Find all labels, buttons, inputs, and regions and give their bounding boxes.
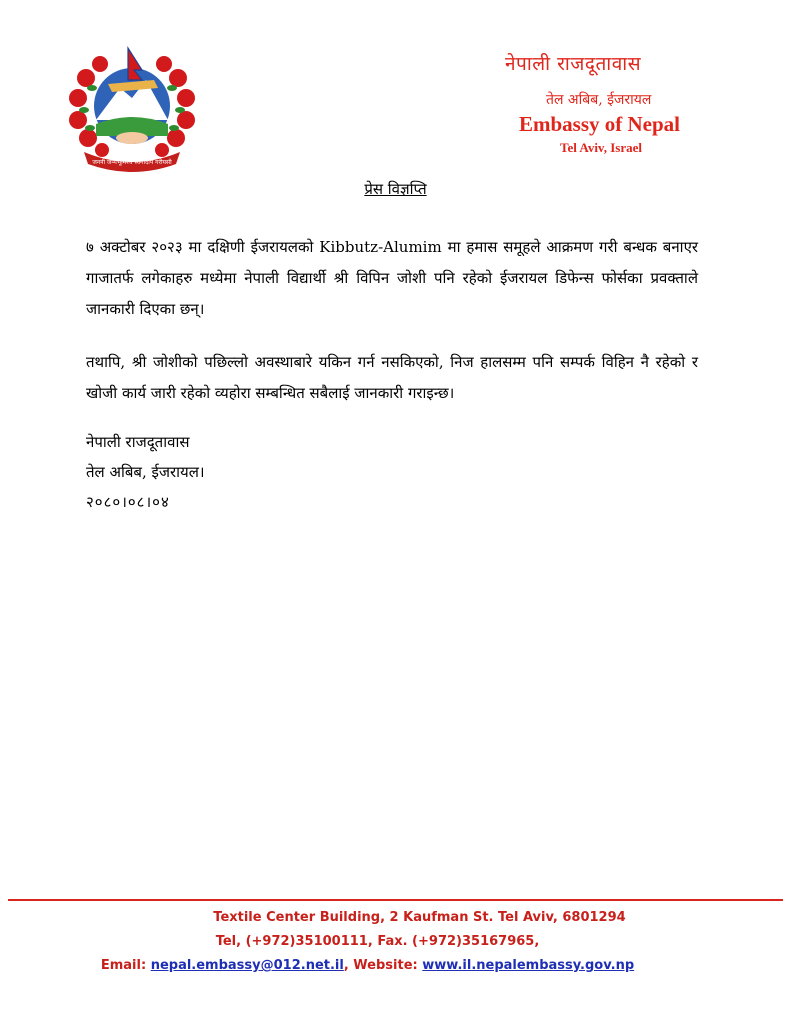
signature-location: तेल अबिब, ईजरायल। xyxy=(86,463,205,481)
footer-website-label: , Website: xyxy=(343,958,418,973)
footer-email-label: Email: xyxy=(100,958,147,973)
header-nepali-title: नेपाली राजदूतावास xyxy=(505,53,642,75)
footer-website-link[interactable]: www.il.nepalembassy.gov.np xyxy=(422,958,635,973)
footer-phone-fax: Tel, (+972)35100111, Fax. (+972)35167965, xyxy=(215,934,540,949)
body-paragraph-1: ७ अक्टोबर २०२३ मा दक्षिणी ईजरायलको Kibbutz-Alumim मा हमास समूहले आक्रमण गरी बन्धक बनाएर गाजातर्फ लगेकाहरु मध्येमा नेपाली विद्यार्थी श्री विपिन जोशी पनि रहेको ईजरायल डिफेन्स फोर्सका प्रवक्ताले जानकारी दिएका छन्। xyxy=(86,238,698,318)
press-release-title xyxy=(0,179,791,199)
footer-divider xyxy=(8,899,783,901)
nepal-emblem-icon xyxy=(62,40,202,172)
header-nepali-location: तेल अबिब, ईजरायल xyxy=(546,92,652,108)
signature-date: २०८०।०८।०४ xyxy=(86,493,170,511)
header-english-location: Tel Aviv, Israel xyxy=(560,140,642,155)
footer-address: Textile Center Building, 2 Kaufman St. Tel Aviv, 6801294 xyxy=(213,910,626,925)
emblem-motto: जननी जन्मभूमिश्च स्वर्गादपि गरीयसी xyxy=(92,159,172,166)
press-release-title-text: प्रेस विज्ञप्ति xyxy=(364,180,427,198)
header-english-title: Embassy of Nepal xyxy=(519,112,681,136)
body-paragraph-2: तथापि, श्री जोशीको पछिल्लो अवस्थाबारे यकिन गर्न नसकिएको, निज हालसम्म पनि सम्पर्क विहिन नै रहेको र खोजी कार्य जारी रहेको व्यहोरा सम्बन्धित सबैलाई जानकारी गराइन्छ। xyxy=(86,353,698,402)
signature-embassy: नेपाली राजदूतावास xyxy=(86,433,190,451)
footer-contact xyxy=(0,958,763,973)
footer-email-link[interactable]: nepal.embassy@012.net.il xyxy=(150,958,344,973)
